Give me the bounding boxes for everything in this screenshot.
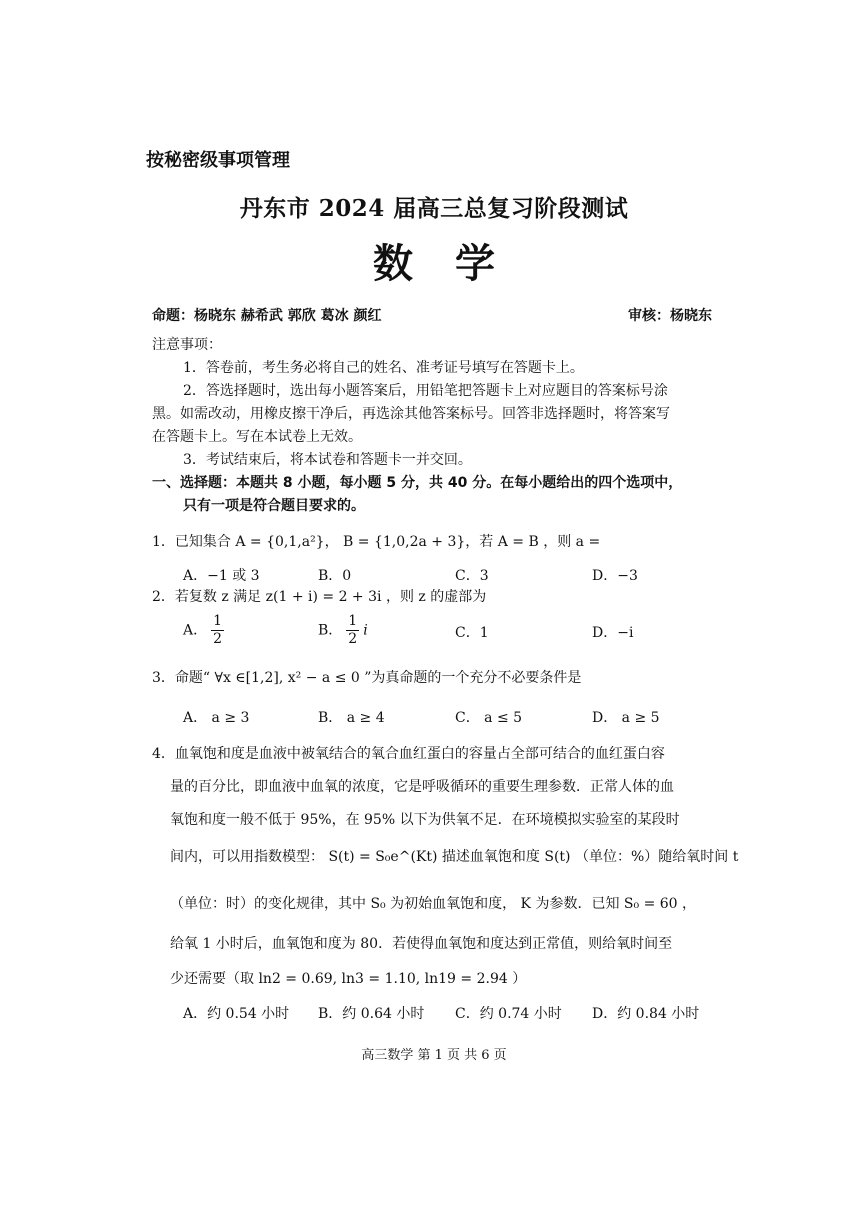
q2-option-a <box>183 613 228 648</box>
fraction <box>346 613 359 648</box>
q1-option-b: B．0 <box>318 568 352 584</box>
secrecy-label: 按秘密级事项管理 <box>146 150 290 171</box>
fraction-numerator: 1 <box>348 613 358 629</box>
q2-option-b <box>318 613 368 648</box>
note-2-line-2: 黑。如需改动，用橡皮擦干净后，再选涂其他答案标号。回答非选择题时，将答案写 <box>152 406 670 422</box>
q3-option-d: D． a ≥ 5 <box>592 710 660 726</box>
question-2-stem: 2．若复数 z 满足 z(1 + i) = 2 + 3i ，则 z 的虚部为 <box>152 589 487 605</box>
fraction <box>211 613 224 648</box>
q4-option-a: A．约 0.54 小时 <box>183 1006 290 1022</box>
authors-line: 命题：杨晓东 赫希武 郭欣 葛冰 颜红 <box>152 308 382 324</box>
section-1-heading: 一、选择题：本题共 8 小题，每小题 5 分，共 40 分。在每小题给出的四个选项中， <box>152 475 683 491</box>
q4-option-d: D．约 0.84 小时 <box>592 1006 700 1022</box>
note-2-line-1: 2．答选择题时，选出每小题答案后，用铅笔把答题卡上对应题目的答案标号涂 <box>183 383 668 399</box>
imaginary-unit: i <box>363 622 368 639</box>
question-1-stem: 1．已知集合 A = {0,1,a²}， B = {1,0,2a + 3}，若 A = B ，则 a = <box>152 534 601 550</box>
fraction-denominator: 2 <box>213 631 223 647</box>
q2-option-b-label: B． <box>318 622 343 639</box>
q4-option-c: C．约 0.74 小时 <box>455 1006 562 1022</box>
question-4-line-6: 给氧 1 小时后，血氧饱和度为 80．若使得血氧饱和度达到正常值，则给氧时间至 <box>170 936 673 952</box>
q1-option-a: A．−1 或 3 <box>183 568 260 584</box>
question-4-line-1: 4．血氧饱和度是血液中被氧结合的氧合血红蛋白的容量占全部可结合的血红蛋白容 <box>152 746 665 762</box>
q3-option-a: A． a ≥ 3 <box>183 710 250 726</box>
reviewer-line: 审核：杨晓东 <box>628 308 712 324</box>
question-4-line-7: 少还需要（取 ln2 = 0.69, ln3 = 1.10, ln19 = 2.94 ） <box>170 971 527 987</box>
page-footer: 高三数学 第 1 页 共 6 页 <box>361 1048 507 1063</box>
question-4-line-2: 量的百分比，即血液中血氧的浓度，它是呼吸循环的重要生理参数．正常人体的血 <box>170 779 674 795</box>
q3-option-c: C． a ≤ 5 <box>455 710 523 726</box>
fraction-numerator: 1 <box>213 613 223 629</box>
notes-heading: 注意事项： <box>152 337 222 353</box>
question-3-stem: 3．命题“ ∀x ∈[1,2], x² − a ≤ 0 ”为真命题的一个充分不必要条件是 <box>152 670 582 686</box>
exam-title: 丹东市 2024 届高三总复习阶段测试 <box>239 195 629 222</box>
q4-option-b: B．约 0.64 小时 <box>318 1006 425 1022</box>
q2-option-a-label: A． <box>183 622 208 639</box>
note-2-line-3: 在答题卡上。写在本试卷上无效。 <box>152 429 362 445</box>
note-1: 1．答卷前，考生务必将自己的姓名、准考证号填写在答题卡上。 <box>183 360 584 376</box>
q2-option-c: C．1 <box>455 625 489 641</box>
question-4-line-4: 间内，可以用指数模型： S(t) = S₀e^(Kt) 描述血氧饱和度 S(t) （单位：%）随给氧时间 t <box>170 849 739 865</box>
question-4-line-5: （单位：时）的变化规律，其中 S₀ 为初始血氧饱和度， K 为参数．已知 S₀ = 60 ， <box>170 896 697 912</box>
q3-option-b: B． a ≥ 4 <box>318 710 385 726</box>
question-4-line-3: 氧饱和度一般不低于 95%，在 95% 以下为供氧不足．在环境模拟实验室的某段时 <box>170 812 680 828</box>
q1-option-d: D．−3 <box>592 568 638 584</box>
note-3: 3．考试结束后，将本试卷和答题卡一并交回。 <box>183 452 472 468</box>
section-1-heading-cont: 只有一项是符合题目要求的。 <box>183 498 365 514</box>
subject-title: 数学 <box>373 241 537 287</box>
q1-option-c: C．3 <box>455 568 489 584</box>
q2-option-d: D．−i <box>592 625 634 641</box>
fraction-denominator: 2 <box>348 631 358 647</box>
